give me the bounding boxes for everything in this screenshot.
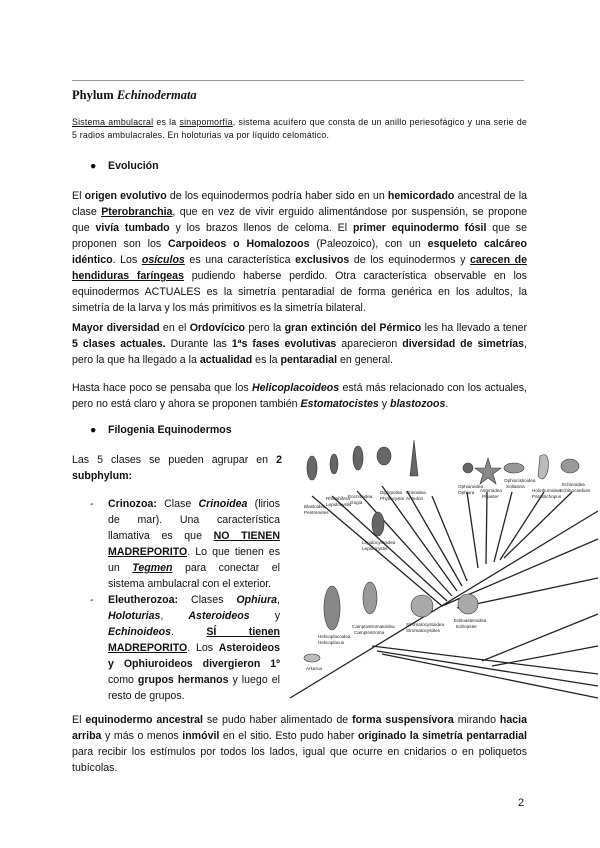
paragraph-ancestral: El equinodermo ancestral se pudo haber alimentado de forma suspensívora mirando hacia arriba y más o menos inmóvil en el sitio. Esto pudo haber originado la simetría pentarradial para recibir los estímulos por todos los lados, igual que ocurre en cnidarios o en poliquetos tubícolas. [72, 714, 528, 774]
figure-label: Helicoplacus [318, 640, 345, 645]
intro-paragraph: Sistema ambulacral es la sinapomorfía, sistema acuífero que consta de un anillo periesofágico y una serie de 5 radios ambulacrales. En holoturias va por líquido celomático. [72, 117, 528, 140]
eocrinoid-drawing [353, 446, 363, 470]
figure-label: Camptostroma [354, 630, 385, 635]
list-item-eleutherozoa: - Eleutherozoa: Clases Ophiura, Holoturias, Asteroideos y Echinoideos. SÍ tienen MADREPORITO. Los Asteroideos y Ophiuroideos divergieron 1º como grupos hermanos y luego el resto de grupos. [90, 594, 280, 702]
figure-label: Edrioasteroidea [454, 618, 487, 623]
rhombifera-drawing [330, 454, 338, 474]
figure-label: Antedon [406, 496, 424, 501]
paragraph-origen: El origen evolutivo de los equinodermos podría haber sido en un hemicordado ancestral de la clase Pterobranchia, que en vez de vivir erguido alimentándose por suspensión, se propone que vivía tumbado y los brazos llenos de celoma. El primer equinodermo fósil que se proponen son los Carpoideos o Homalozoos (Paleozoico), con un esqueleto calcáreo idéntico. Los osículos es una característica exclusivos de los equinodermos y carecen de hendiduras faríngeas pudiendo haberse perdido. Otra característica observable en los equinodermos ACTUALES es la simetría pentaradial de forma genérica en los adultos, la simetría de la larva y los más primitivos es la simetría bilateral. [72, 190, 527, 314]
section-heading-filogenia: ● Filogenia Equinodermos [90, 424, 232, 436]
figure-label: Diploporita [380, 490, 402, 495]
figure-label: Parastichopus [532, 494, 562, 499]
figure-label: Stromatocystoidea [406, 622, 445, 627]
figure-label: Asteroidea [480, 488, 502, 493]
figure-label: Stromatocystites [406, 628, 440, 633]
figure-label: Ophiocistioidea [504, 478, 536, 483]
figure-label: Blastoidea [304, 504, 326, 509]
figure-label: Echinocardium [560, 488, 591, 493]
lepidocystoid-drawing [372, 512, 384, 536]
echinoid-drawing [561, 459, 579, 473]
helicoplacoid-drawing [324, 586, 340, 630]
list-item-crinozoa: - Crinozoa: Clase Crinoidea (lirios de mar). Una característica llamativa es que NO TIENEN MADREPORITO. Lo que tienen es un Tegmen para conectar el sistema ambulacral con el exterior. [90, 498, 280, 590]
figure-label: Pisaster [482, 494, 499, 499]
diploporita-drawing [377, 447, 391, 465]
figure-label: Gogia [350, 500, 363, 505]
bullet-icon: ● [90, 424, 97, 436]
figure-label: Arkarua [306, 666, 323, 671]
blastoid-drawing [307, 456, 317, 480]
ophiocistioid-drawing [504, 463, 524, 473]
crinoid-drawing [410, 440, 418, 476]
figure-label: Crinoidea [406, 490, 426, 495]
ophiuroid-drawing [463, 463, 473, 473]
subphylum-list [90, 496, 280, 704]
phylogeny-figure [282, 436, 600, 708]
figure-labels [304, 478, 591, 671]
figure-label: Ophiura [458, 490, 475, 495]
figure-label: Edrioaster [456, 624, 477, 629]
figure-label: Echinoidea [562, 482, 585, 487]
paragraph-diversidad: Mayor diversidad en el Ordovícico pero la gran extinción del Pérmico les ha llevado a tener 5 clases actuales. Durante las 1ªs fases evolutivas aparecieron diversidad de simetrías, pero la que ha llegado a la actualidad es la pentaradial en general. [72, 322, 528, 366]
figure-label: Lepidocystis [362, 546, 388, 551]
figure-label: Lepidocystoidea [362, 540, 396, 545]
paragraph-helicoplacoideos: Hasta hace poco se pensaba que los Helicoplacoideos está más relacionado con los actuales, pero no está claro y ahora se proponen también Estomatocistes y blastozoos. [72, 382, 527, 410]
figure-label: Eocrinoidea [348, 494, 373, 499]
paragraph-subphylum: Las 5 clases se pueden agrupar en 2 subphylum: [72, 454, 282, 482]
header-rule [72, 80, 524, 81]
figure-label: Holothuroidea [532, 488, 561, 493]
edrioasteroid-drawing [458, 594, 478, 614]
figure-label: Helicoplacoidea [318, 634, 351, 639]
bullet-icon: ● [90, 160, 97, 172]
figure-label: Rhombifera [326, 496, 350, 501]
figure-label: Camptostromatoidea [352, 624, 395, 629]
section-heading-evolucion: ● Evolución [90, 160, 159, 172]
stromatocystoid-drawing [411, 595, 433, 617]
figure-label: Phyllocystis [380, 496, 404, 501]
figure-label: Lepidocystis [326, 502, 352, 507]
figure-label: Sollasina [506, 484, 525, 489]
arkarua-drawing [304, 654, 320, 662]
asteroid-drawing [475, 458, 501, 484]
holothuroid-drawing [538, 455, 548, 479]
figure-label: Ophiuroidea [458, 484, 484, 489]
figure-label: Pentremites [304, 510, 329, 515]
camptostroma-drawing [363, 582, 377, 614]
page-number: 2 [518, 797, 525, 809]
page-title: Phylum Echinodermata [72, 88, 197, 102]
